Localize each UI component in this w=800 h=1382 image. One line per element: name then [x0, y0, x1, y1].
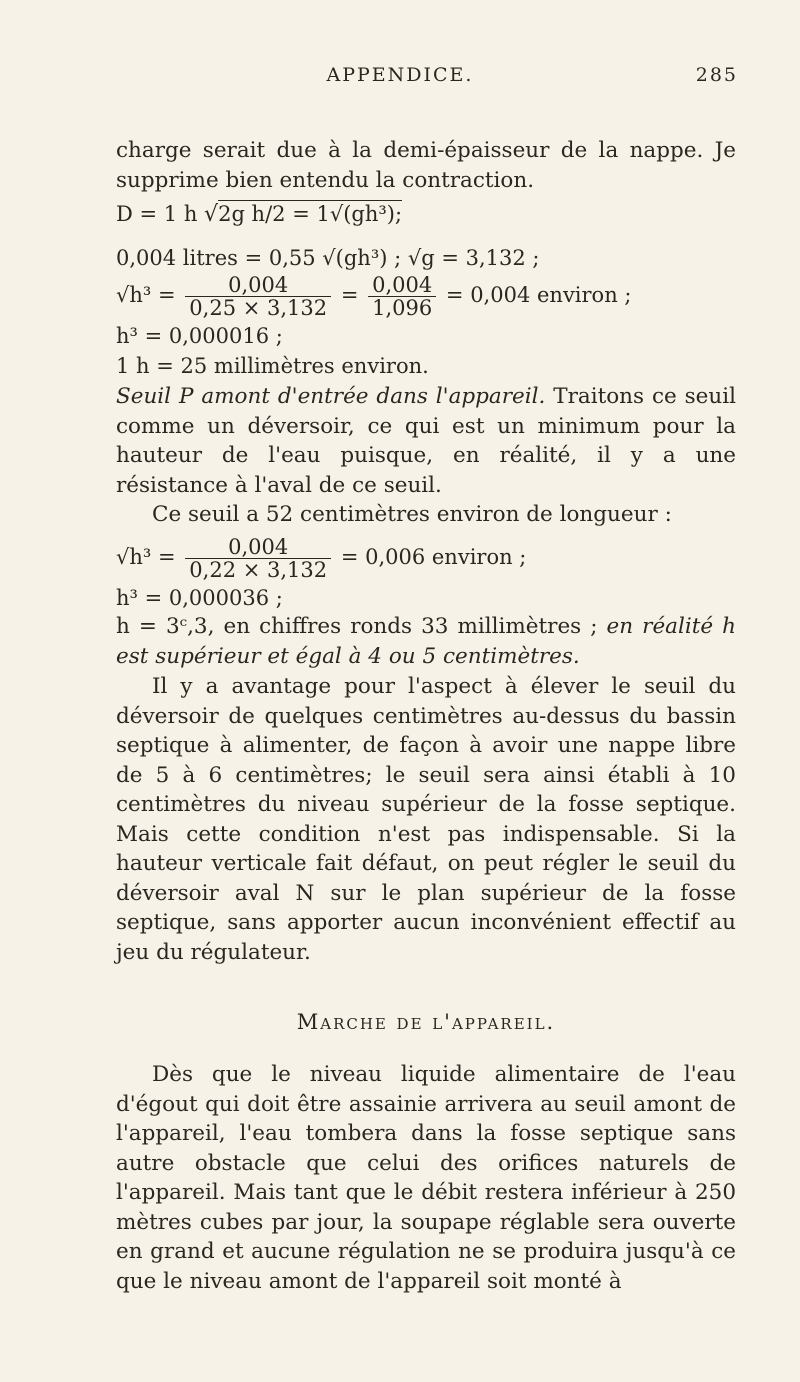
marche-paragraph: [116, 1060, 736, 1296]
seuil-paragraph: [116, 382, 736, 530]
formula-litres: [116, 244, 736, 272]
formula-h-2-text: h = 3ᶜ,3, en chiffres ronds 33 millimètres ;: [116, 614, 598, 639]
formula-sqrt-h3-2-result: = 0,006 environ ;: [340, 545, 527, 569]
seuil-length: Ce seuil a 52 centimètres environ de longueur :: [152, 502, 672, 527]
formula-h3-2: [116, 584, 736, 612]
formula-sqrt-h3-2-label: √h³ =: [116, 545, 176, 569]
intro-text: charge serait due à la demi-épaisseur de la nappe. Je supprime bien entendu la contraction.: [116, 138, 736, 193]
fraction-2: [368, 274, 436, 319]
fraction-2-numerator: 0,004: [368, 274, 436, 297]
formula-h3: [116, 322, 736, 350]
fraction-3-numerator: 0,004: [185, 536, 331, 559]
formula-discharge: [116, 200, 736, 229]
running-header: [0, 64, 800, 94]
seuil-heading: Seuil P amont d'entrée dans l'appareil.: [116, 384, 546, 409]
radical-icon: √: [204, 202, 219, 227]
page-number: 285: [695, 64, 738, 86]
section-title: Marche de l'appareil.: [296, 1010, 556, 1034]
seuil-text: Traitons ce seuil comme un déversoir, ce qui est un minimum pour la hauteur de l'eau puisque, en réalité, il y a une résistance à l'aval de ce seuil.: [116, 384, 736, 498]
avantage-text: Il y a avantage pour l'aspect à élever le seuil du déversoir de quelques centimètres au-dessus du bassin septique à alimenter, de façon à avoir une nappe libre de 5 à 6 centimètres; le seuil sera ainsi établi à 10 centimètres du niveau supérieur de la fosse septique. Mais cette condition n'est pas indispensable. Si la hauteur verticale fait défaut, on peut régler le seuil du déversoir aval N sur le plan supérieur de la fosse septique, sans apporter aucun inconvénient effectif au jeu du régulateur.: [116, 674, 736, 965]
fraction-3: [185, 536, 331, 581]
formula-h-text: 1 h = 25 millimètres environ.: [116, 354, 429, 378]
fraction-1: [185, 274, 331, 319]
header-title: APPENDICE.: [326, 64, 474, 86]
fraction-1-numerator: 0,004: [185, 274, 331, 297]
formula-litres-text: 0,004 litres = 0,55 √(gh³) ; √g = 3,132 ;: [116, 246, 540, 270]
formula-h3-2-text: h³ = 0,000036 ;: [116, 586, 283, 610]
intro-paragraph: [116, 136, 736, 195]
equals-sign: =: [340, 283, 359, 307]
formula-h-2: [116, 612, 736, 671]
fraction-2-denominator: 1,096: [372, 296, 433, 320]
avantage-paragraph: [116, 672, 736, 967]
formula-sqrt-h3: [116, 274, 736, 319]
marche-text: Dès que le niveau liquide alimentaire de l'eau d'égout qui doit être assainie arrivera au seuil amont de l'appareil, l'eau tombera dans la fosse septique sans autre obstacle que celui des orifices naturels de l'appareil. Mais tant que le débit restera inférieur à 250 mètres cubes par jour, la soupape réglable sera ouverte en grand et aucune régulation ne se produira jusqu'à ce que le niveau amont de l'appareil soit monté à: [116, 1062, 736, 1294]
formula-d-right: 2g h/2 = 1√(gh³);: [218, 202, 403, 226]
formula-d-left: D = 1 h: [116, 202, 198, 226]
fraction-3-denominator: 0,22 × 3,132: [189, 558, 328, 582]
formula-sqrt-h3-2: [116, 536, 736, 581]
formula-sqrt-result: = 0,004 environ ;: [445, 283, 632, 307]
formula-h-2-italic: en réalité h est supérieur et égal à 4 ou 5 centimètres.: [116, 614, 736, 669]
formula-sqrt-h3-label: √h³ =: [116, 283, 176, 307]
formula-h3-text: h³ = 0,000016 ;: [116, 324, 283, 348]
fraction-1-denominator: 0,25 × 3,132: [189, 296, 328, 320]
formula-h: [116, 352, 736, 380]
